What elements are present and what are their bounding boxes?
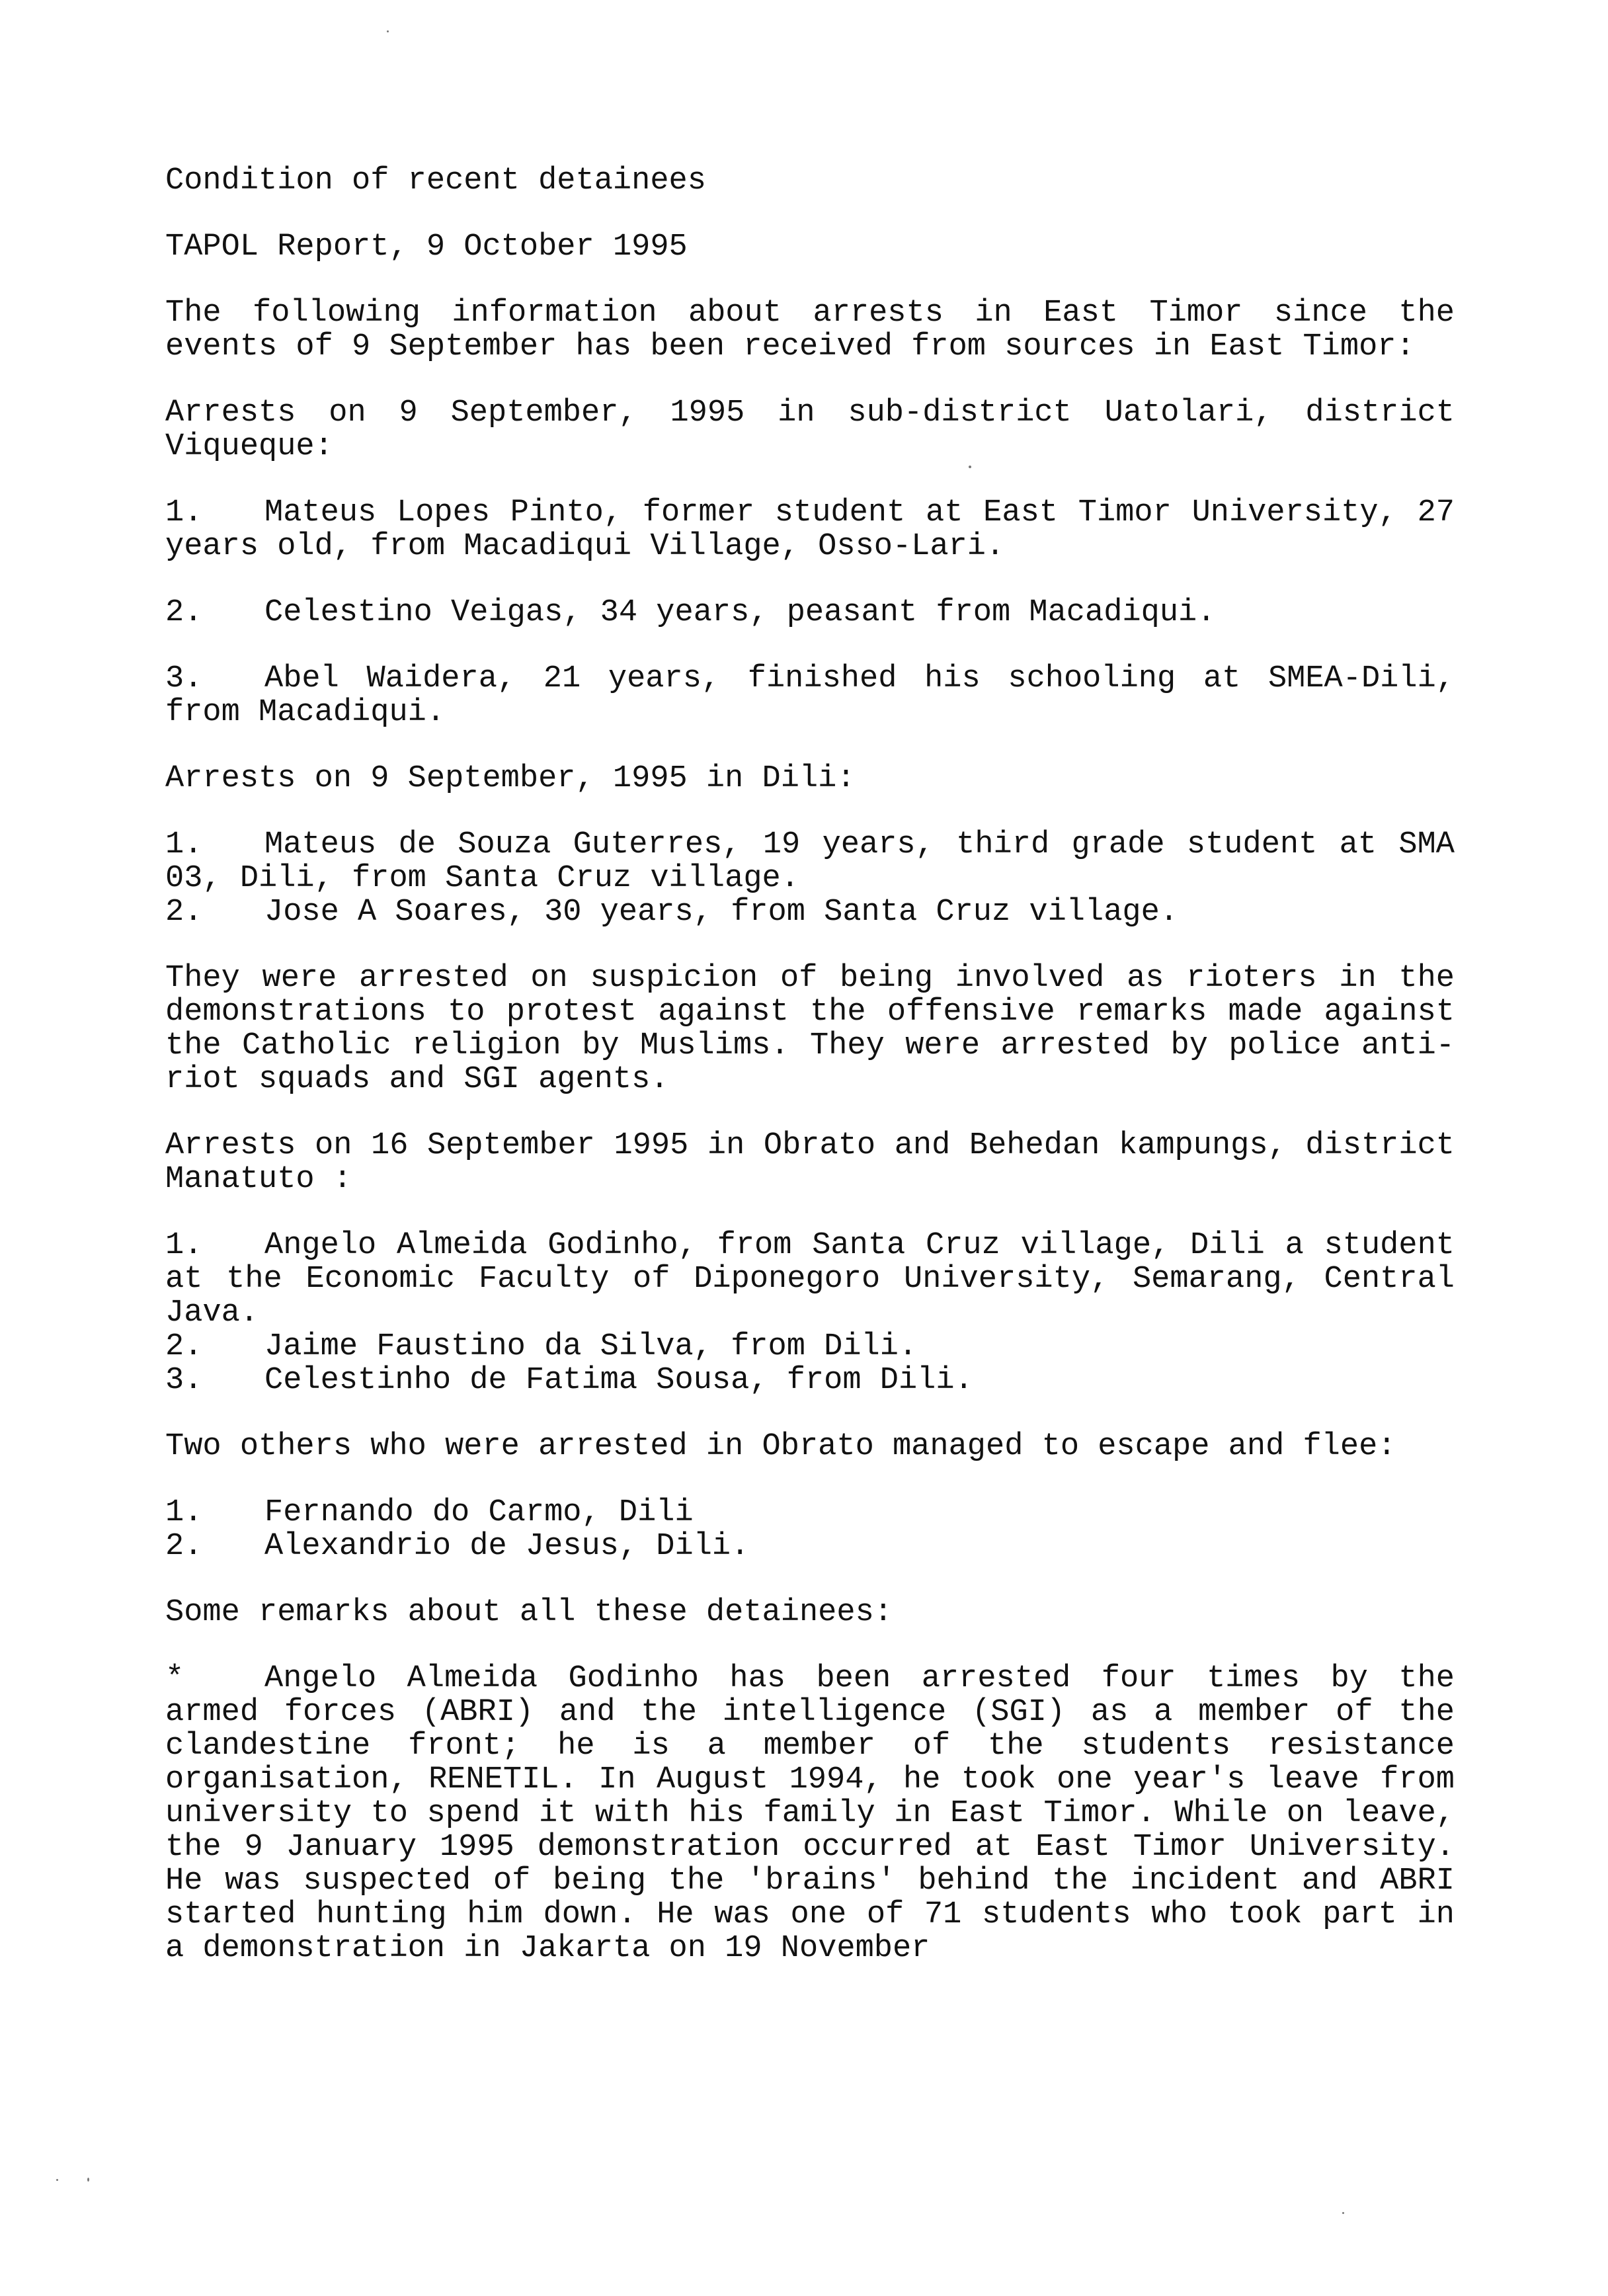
section2-list [165,828,1455,929]
list-item [165,1530,1455,1563]
list-text: Mateus de Souza Guterres, 19 years, third grade student at SMA 03, Dili, from Santa Cruz village. [165,827,1455,896]
list-item [165,1229,1455,1330]
list-number: 1. [165,1495,203,1530]
scan-speck [87,2178,89,2182]
list-item [165,895,1455,929]
remarks-paragraph [165,1662,1455,1965]
section3-list [165,1229,1455,1397]
scan-speck [56,2179,58,2181]
intro-paragraph: The following information about arrests in East Timor since the events of 9 September has been received from sources in East Timor: [165,296,1455,364]
list-number: 1. [165,827,203,862]
document-title: Condition of recent detainees [165,163,706,198]
section3-heading: Arrests on 16 September 1995 in Obrato and Behedan kampungs, district Manatuto : [165,1128,1455,1197]
document-source: TAPOL Report, 9 October 1995 [165,229,688,265]
scan-speck [969,466,971,468]
list-text: Alexandrio de Jesus, Dili. [264,1529,750,1564]
list-text: Jose A Soares, 30 years, from Santa Cruz village. [264,895,1179,930]
scan-speck [1342,2212,1344,2214]
remarks-text: Angelo Almeida Godinho has been arrested four times by the armed forces (ABRI) and the intelligence (SGI) as a member of the clandestine front; he is a member of the students resistance organisation, RENETIL. In August 1994, he took one year's leave from university to spend it with his family in East Timor. While on leave, the 9 January 1995 demonstration occurred at East Timor University. He was suspected of being the 'brains' behind the incident and ABRI started hunting him down. He was one of 71 students who took part in a demonstration in Jakarta on 19 November [165,1661,1455,1966]
list-text: Fernando do Carmo, Dili [264,1495,694,1530]
list-item [165,662,1455,729]
list-text: Celestino Veigas, 34 years, peasant from Macadiqui. [264,595,1216,630]
remarks-heading: Some remarks about all these detainees: [165,1595,893,1630]
list-number: 2. [165,1329,203,1364]
list-item [165,596,1455,630]
list-text: Abel Waidera, 21 years, finished his schooling at SMEA-Dili, from Macadiqui. [165,661,1455,730]
list-item [165,1496,1455,1530]
list-number: 2. [165,895,203,930]
list-text: Jaime Faustino da Silva, from Dili. [264,1329,918,1364]
list-number: 3. [165,1363,203,1398]
section4-heading: Two others who were arrested in Obrato managed to escape and flee: [165,1429,1396,1464]
list-item [165,496,1455,563]
scan-speck [387,30,389,32]
section4-list [165,1496,1455,1563]
list-text: Celestinho de Fatima Sousa, from Dili. [264,1363,973,1398]
section1-list [165,496,1455,729]
section2-note: They were arrested on suspicion of being involved as rioters in the demonstrations to protest against the offensive remarks made against the Catholic religion by Muslims. They were arrested by police anti-riot squads and SGI agents. [165,961,1455,1097]
list-item [165,1364,1455,1397]
list-text: Angelo Almeida Godinho, from Santa Cruz village, Dili a student at the Economic Faculty of Diponegoro University, Semarang, Central Java. [165,1228,1455,1331]
list-item [165,828,1455,895]
section1-heading: Arrests on 9 September, 1995 in sub-district Uatolari, district Viqueque: [165,395,1455,464]
list-number: 1. [165,1228,203,1263]
list-number: 2. [165,1529,203,1564]
list-number: 3. [165,661,203,696]
list-number: 1. [165,495,203,530]
section2-heading: Arrests on 9 September, 1995 in Dili: [165,761,856,796]
document-page [165,164,1455,1998]
asterisk-bullet: * [165,1661,184,1696]
list-item [165,1330,1455,1364]
list-number: 2. [165,595,203,630]
list-text: Mateus Lopes Pinto, former student at East Timor University, 27 years old, from Macadiqui Village, Osso-Lari. [165,495,1455,564]
